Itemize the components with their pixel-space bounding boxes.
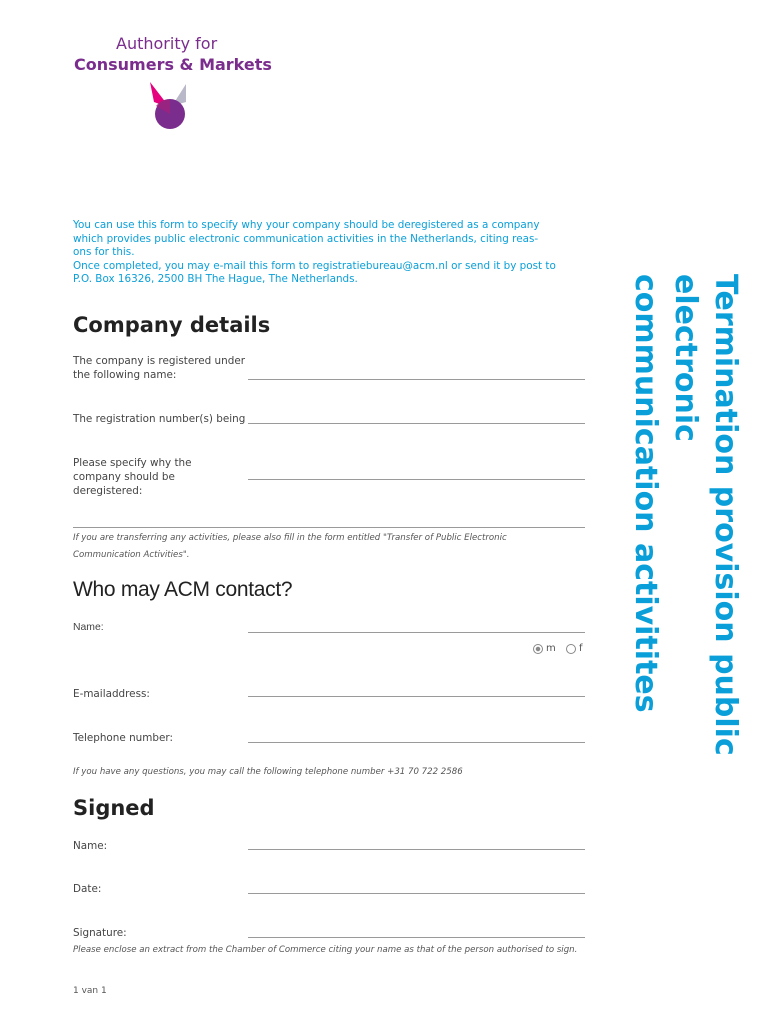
date-label: Date: xyxy=(73,883,102,895)
company-details-title: Company details xyxy=(73,313,271,337)
gender-m-option[interactable] xyxy=(533,643,556,654)
logo-line-2: Consumers & Markets xyxy=(74,55,272,74)
contact-name-label: Name: xyxy=(73,622,104,633)
label-line: company should be xyxy=(73,471,175,483)
side-title-text xyxy=(628,274,745,874)
radio-m[interactable] xyxy=(533,644,543,654)
reason-label xyxy=(73,456,192,498)
radio-f[interactable] xyxy=(566,644,576,654)
intro-line: ons for this. xyxy=(73,246,135,258)
registered-name-field[interactable] xyxy=(248,379,585,380)
signed-title: Signed xyxy=(73,796,155,820)
logo-line-1: Authority for xyxy=(116,34,218,53)
label-line: Please specify why the xyxy=(73,457,192,469)
radio-f-label: f xyxy=(579,643,583,654)
signature-label: Signature: xyxy=(73,927,127,939)
side-title-line-2: communication activitites xyxy=(628,274,663,713)
reason-field-line-1[interactable] xyxy=(248,479,585,480)
label-line: The company is registered under xyxy=(73,355,245,367)
intro-text xyxy=(73,219,573,287)
enclose-note: Please enclose an extract from the Chamber of Commerce citing your name as that of the person authorised to sign. xyxy=(73,945,578,955)
intro-line: You can use this form to specify why your company should be deregistered as a company xyxy=(73,219,540,231)
transfer-note xyxy=(73,530,507,564)
intro-line: Once completed, you may e-mail this form to registratiebureau@acm.nl or send it by post to xyxy=(73,259,556,272)
intro-line: P.O. Box 16326, 2500 BH The Hague, The Netherlands. xyxy=(73,273,358,285)
contact-title: Who may ACM contact? xyxy=(73,578,293,601)
signed-name-label: Name: xyxy=(73,840,108,852)
radio-m-label: m xyxy=(546,643,556,654)
gender-f-option[interactable] xyxy=(566,643,583,654)
registered-name-label xyxy=(73,354,245,382)
phone-field[interactable] xyxy=(248,742,585,743)
signature-field[interactable] xyxy=(248,937,585,938)
contact-name-field[interactable] xyxy=(248,632,585,633)
phone-label: Telephone number: xyxy=(73,732,173,744)
acm-logo-icon xyxy=(146,80,194,130)
label-line: deregistered: xyxy=(73,485,143,497)
intro-line: which provides public electronic communication activities in the Netherlands, citing reas- xyxy=(73,232,539,245)
email-label: E-mailaddress: xyxy=(73,688,150,700)
reason-field-line-2[interactable] xyxy=(73,527,585,528)
registration-number-field[interactable] xyxy=(248,423,585,424)
side-title-line-1: Termination provision public electronic xyxy=(668,274,743,756)
note-line: If you are transferring any activities, please also fill in the form entitled "Transfer of Public Electronic xyxy=(73,533,507,543)
logo-text xyxy=(74,33,272,75)
signed-name-field[interactable] xyxy=(248,849,585,850)
note-line: Communication Activities". xyxy=(73,550,190,560)
side-title xyxy=(628,274,745,874)
date-field[interactable] xyxy=(248,893,585,894)
email-field[interactable] xyxy=(248,696,585,697)
registration-number-label: The registration number(s) being xyxy=(73,413,246,425)
questions-note: If you have any questions, you may call the following telephone number +31 70 722 2586 xyxy=(73,767,463,777)
page-number: 1 van 1 xyxy=(73,986,107,996)
label-line: the following name: xyxy=(73,369,177,381)
